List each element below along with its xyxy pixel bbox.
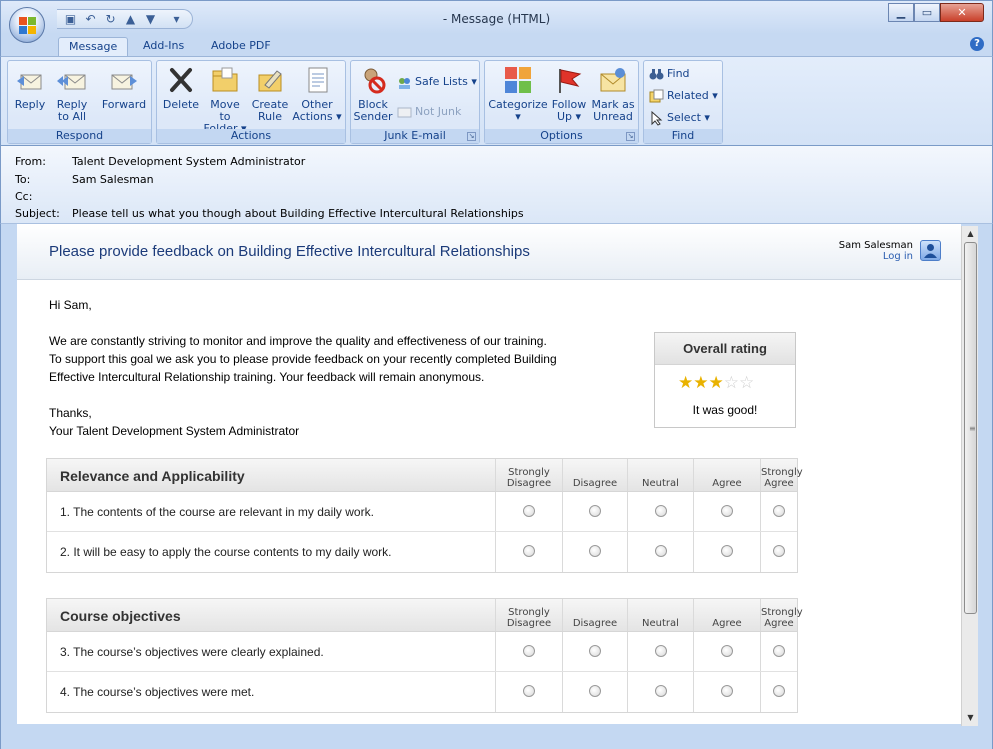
paragraph-line-1: We are constantly striving to monitor and improve the quality and effectiveness of our training.: [49, 334, 547, 348]
follow-label-1: Follow: [551, 98, 587, 111]
subject-value: Please tell us what you though about Building Effective Intercultural Relationships: [72, 207, 524, 220]
follow-label-2: Up ▾: [556, 110, 582, 123]
rating-radio-button[interactable]: [589, 685, 601, 697]
scale-column-header: [495, 459, 562, 491]
related-button[interactable]: [649, 87, 718, 105]
scale-cell: [562, 492, 627, 531]
scale-label-line-2: Agree: [764, 618, 794, 629]
rating-radio-button[interactable]: [721, 645, 733, 657]
scale-cell: [495, 672, 562, 712]
reply-button[interactable]: [12, 65, 48, 111]
tab-adobe-pdf[interactable]: Adobe PDF: [211, 39, 271, 52]
grip-icon: ≡: [969, 424, 976, 433]
reply-label: Reply: [14, 98, 46, 111]
actions-group: [156, 60, 346, 144]
find-button[interactable]: [649, 65, 690, 83]
scale-cell: [495, 632, 562, 671]
delete-button[interactable]: [161, 65, 201, 111]
scale-cell: [627, 632, 693, 671]
scale-column-header: [627, 459, 693, 491]
paragraph-line-2: To support this goal we ask you to please provide feedback on your recently completed Building: [49, 352, 557, 366]
scroll-down-icon[interactable]: ▼: [967, 713, 974, 722]
message-header: [0, 146, 993, 224]
other-actions-icon: [302, 65, 332, 95]
rating-radio-button[interactable]: [655, 545, 667, 557]
undo-icon[interactable]: ↶: [85, 12, 96, 26]
scale-label: [496, 607, 562, 629]
rating-radio-button[interactable]: [721, 545, 733, 557]
scale-label-line-1: Strongly: [508, 607, 550, 618]
scale-label-line-2: Disagree: [572, 478, 618, 489]
thanks: Thanks,: [49, 406, 92, 420]
customize-toolbar-icon[interactable]: ▾: [173, 12, 180, 26]
scroll-up-icon[interactable]: ▲: [967, 229, 974, 238]
rating-radio-button[interactable]: [655, 505, 667, 517]
categorize-label: Categorize: [488, 98, 548, 111]
scale-cell: [562, 632, 627, 671]
scale-cell: [760, 672, 797, 712]
to-label: To:: [15, 173, 31, 186]
scale-column-header: [562, 459, 627, 491]
find-label: Find: [667, 67, 690, 80]
forward-button[interactable]: [100, 65, 148, 111]
login-link[interactable]: Log in: [882, 251, 913, 262]
scale-label: [496, 467, 562, 489]
user-block: [839, 240, 913, 262]
categorize-icon: [503, 65, 533, 95]
scale-column-header: [693, 459, 760, 491]
rating-radio-button[interactable]: [773, 545, 785, 557]
survey-section: [46, 458, 803, 573]
rule-icon: [255, 65, 285, 95]
scale-cell: [562, 672, 627, 712]
ribbon: [0, 56, 993, 146]
survey-section-title: Relevance and Applicability: [60, 468, 245, 484]
other-actions-button[interactable]: [292, 65, 342, 123]
scale-label-line-2: Disagree: [506, 478, 552, 489]
scale-cell: [627, 672, 693, 712]
from-label: From:: [15, 155, 46, 168]
email-banner: [17, 224, 961, 280]
reply-all-label-1: Reply: [56, 98, 88, 111]
next-item-icon[interactable]: ▼: [145, 12, 156, 26]
junk-email-group-label: Junk E-mail: [351, 129, 479, 143]
reply-all-label-2: to All: [57, 110, 87, 123]
rating-radio-button[interactable]: [773, 685, 785, 697]
reply-all-icon: [57, 65, 87, 95]
scale-label: [694, 478, 760, 489]
safe-lists-label: Safe Lists ▾: [415, 75, 477, 88]
find-group: [643, 60, 723, 144]
block-label-1: Block: [358, 98, 388, 111]
mark-label-1: Mark as: [591, 98, 635, 111]
create-rule-button[interactable]: [250, 65, 290, 123]
forward-label: Forward: [101, 98, 147, 111]
related-icon: [649, 89, 664, 104]
rule-label-1: Create: [251, 98, 289, 111]
other-label-1: Other: [301, 98, 333, 111]
scale-label-line-1: Strongly: [508, 467, 550, 478]
junk-email-group: [350, 60, 480, 144]
scale-cell: [627, 492, 693, 531]
previous-item-icon[interactable]: ▲: [125, 12, 136, 26]
scale-cell: [693, 632, 760, 671]
scale-cell: [760, 532, 797, 572]
scale-label-line-1: Strongly: [761, 467, 803, 478]
scale-label: [694, 618, 760, 629]
rating-radio-button[interactable]: [773, 505, 785, 517]
scale-label-line-1: Strongly: [761, 607, 803, 618]
rating-radio-button[interactable]: [523, 685, 535, 697]
user-avatar-icon[interactable]: [920, 240, 941, 261]
scale-cell: [495, 532, 562, 572]
move-to-folder-button[interactable]: [203, 65, 247, 135]
options-group: [484, 60, 639, 144]
reply-all-button[interactable]: [50, 65, 94, 123]
redo-icon[interactable]: ↻: [105, 12, 116, 26]
options-group-label: Options: [485, 129, 638, 143]
to-value[interactable]: Sam Salesman: [72, 173, 154, 186]
cc-label: Cc:: [15, 190, 33, 203]
options-launcher-icon[interactable]: ↘: [627, 132, 634, 140]
question-text: 3. The course’s objectives were clearly explained.: [60, 645, 324, 659]
tab-add-ins[interactable]: Add-Ins: [143, 39, 185, 52]
rating-radio-button[interactable]: [655, 685, 667, 697]
delete-label: Delete: [162, 98, 200, 111]
question-text: 1. The contents of the course are relevant in my daily work.: [60, 505, 374, 519]
scale-cell: [562, 532, 627, 572]
scale-label: [563, 618, 627, 629]
actions-group-label: Actions: [157, 129, 345, 143]
block-sender-button[interactable]: [353, 65, 393, 123]
mark-label-2: Unread: [593, 110, 633, 123]
star-empty-icon[interactable]: ☆: [739, 373, 755, 393]
rating-radio-button[interactable]: [589, 505, 601, 517]
survey-section-title: Course objectives: [60, 608, 181, 624]
follow-up-button[interactable]: [549, 65, 589, 123]
categorize-button[interactable]: [488, 65, 548, 123]
survey-question-row: [47, 672, 797, 712]
safe-lists-icon: [397, 75, 412, 90]
survey-section-header: [47, 459, 803, 492]
scale-label-line-2: Neutral: [642, 618, 679, 629]
minimize-button[interactable]: ▁: [888, 3, 914, 22]
scale-label-line-2: Agree: [764, 478, 794, 489]
star-empty-icon[interactable]: ☆: [723, 373, 739, 393]
scale-label-line-2: Disagree: [572, 618, 618, 629]
scale-label-line-2: Agree: [712, 478, 742, 489]
star-filled-icon[interactable]: ★: [693, 373, 709, 393]
rating-radio-button[interactable]: [523, 545, 535, 557]
signature: Your Talent Development System Administrator: [49, 424, 300, 438]
scale-label: [563, 478, 627, 489]
star-filled-icon[interactable]: ★: [708, 373, 724, 393]
other-label-2: Actions ▾: [292, 110, 342, 123]
message-body-area: [0, 224, 993, 749]
survey-question-row: [47, 492, 797, 532]
categorize-dropdown: ▾: [515, 110, 521, 123]
star-rating[interactable]: [678, 373, 754, 393]
survey-section: [46, 598, 803, 713]
from-value[interactable]: Talent Development System Administrator: [72, 155, 306, 168]
help-icon[interactable]: ?: [970, 37, 984, 51]
scale-column-header: [627, 599, 693, 631]
not-junk-icon: [397, 105, 412, 120]
window-title: - Message (HTML): [442, 12, 551, 26]
survey-question-row: [47, 632, 797, 672]
rating-radio-button[interactable]: [523, 505, 535, 517]
scale-cell: [693, 672, 760, 712]
related-label: Related ▾: [667, 89, 718, 102]
tab-message[interactable]: Message: [58, 37, 128, 57]
close-button[interactable]: ✕: [940, 3, 984, 22]
block-label-2: Sender: [353, 110, 393, 123]
rating-radio-button[interactable]: [721, 505, 733, 517]
safe-lists-button[interactable]: [397, 73, 477, 91]
flag-icon: [554, 65, 584, 95]
scale-label-line-2: Agree: [712, 618, 742, 629]
user-name: Sam Salesman: [838, 240, 913, 251]
scale-cell: [495, 492, 562, 531]
respond-group-label: Respond: [8, 129, 151, 143]
scale-column-header: [495, 599, 562, 631]
ribbon-tabs: [0, 34, 993, 56]
overall-rating-title: Overall rating: [655, 333, 795, 365]
find-group-label: Find: [644, 129, 722, 143]
survey-section-header: [47, 599, 803, 632]
not-junk-label: Not Junk: [415, 105, 462, 118]
select-label: Select ▾: [667, 111, 710, 124]
scale-cell: [760, 632, 797, 671]
scale-label-line-2: Disagree: [506, 618, 552, 629]
reply-icon: [15, 65, 45, 95]
binoculars-icon: [649, 67, 664, 82]
scale-cell: [760, 492, 797, 531]
respond-group: [7, 60, 152, 144]
scroll-thumb[interactable]: [964, 242, 977, 614]
subject-label: Subject:: [15, 207, 60, 220]
block-sender-icon: [358, 65, 388, 95]
rating-text: It was good!: [692, 403, 758, 417]
rating-radio-button[interactable]: [721, 685, 733, 697]
rating-radio-button[interactable]: [589, 545, 601, 557]
rating-radio-button[interactable]: [655, 645, 667, 657]
move-label-1: Move to: [210, 98, 240, 123]
title-bar: [0, 0, 993, 34]
unread-envelope-icon: [598, 65, 628, 95]
scale-column-header: [562, 599, 627, 631]
scale-label-line-2: Neutral: [642, 478, 679, 489]
vertical-scrollbar[interactable]: [961, 226, 978, 726]
survey-question-row: [47, 532, 797, 572]
banner-title: Please provide feedback on Building Effective Intercultural Relationships: [49, 243, 530, 260]
scale-cell: [693, 492, 760, 531]
rule-label-2: Rule: [258, 110, 282, 123]
scale-column-header: [693, 599, 760, 631]
save-icon[interactable]: ▣: [64, 12, 77, 26]
folder-icon: [210, 65, 240, 95]
select-button[interactable]: [649, 109, 710, 127]
rating-radio-button[interactable]: [773, 645, 785, 657]
overall-rating-box: [654, 332, 796, 428]
office-logo-icon: [19, 17, 36, 34]
scale-column-header: [760, 599, 803, 631]
cursor-icon: [649, 111, 664, 126]
email-content: [17, 224, 961, 724]
junk-email-launcher-icon[interactable]: ↘: [468, 132, 475, 140]
scale-label: [628, 618, 693, 629]
forward-icon: [109, 65, 139, 95]
star-filled-icon[interactable]: ★: [678, 373, 694, 393]
scale-cell: [693, 532, 760, 572]
rating-radio-button[interactable]: [523, 645, 535, 657]
delete-icon: [166, 65, 196, 95]
not-junk-button[interactable]: [397, 103, 461, 121]
scale-label: [761, 607, 803, 629]
window-controls: [888, 3, 984, 23]
scale-column-header: [760, 459, 803, 491]
maximize-button[interactable]: ▭: [914, 3, 940, 22]
paragraph-line-3: Effective Intercultural Relationship training. Your feedback will remain anonymous.: [49, 370, 485, 384]
scale-cell: [627, 532, 693, 572]
mark-as-unread-button[interactable]: [591, 65, 635, 123]
greeting: Hi Sam,: [49, 298, 92, 312]
scale-label: [628, 478, 693, 489]
question-text: 2. It will be easy to apply the course contents to my daily work.: [60, 545, 392, 559]
rating-radio-button[interactable]: [589, 645, 601, 657]
office-button[interactable]: [9, 7, 45, 43]
scale-label: [761, 467, 803, 489]
question-text: 4. The course’s objectives were met.: [60, 685, 255, 699]
